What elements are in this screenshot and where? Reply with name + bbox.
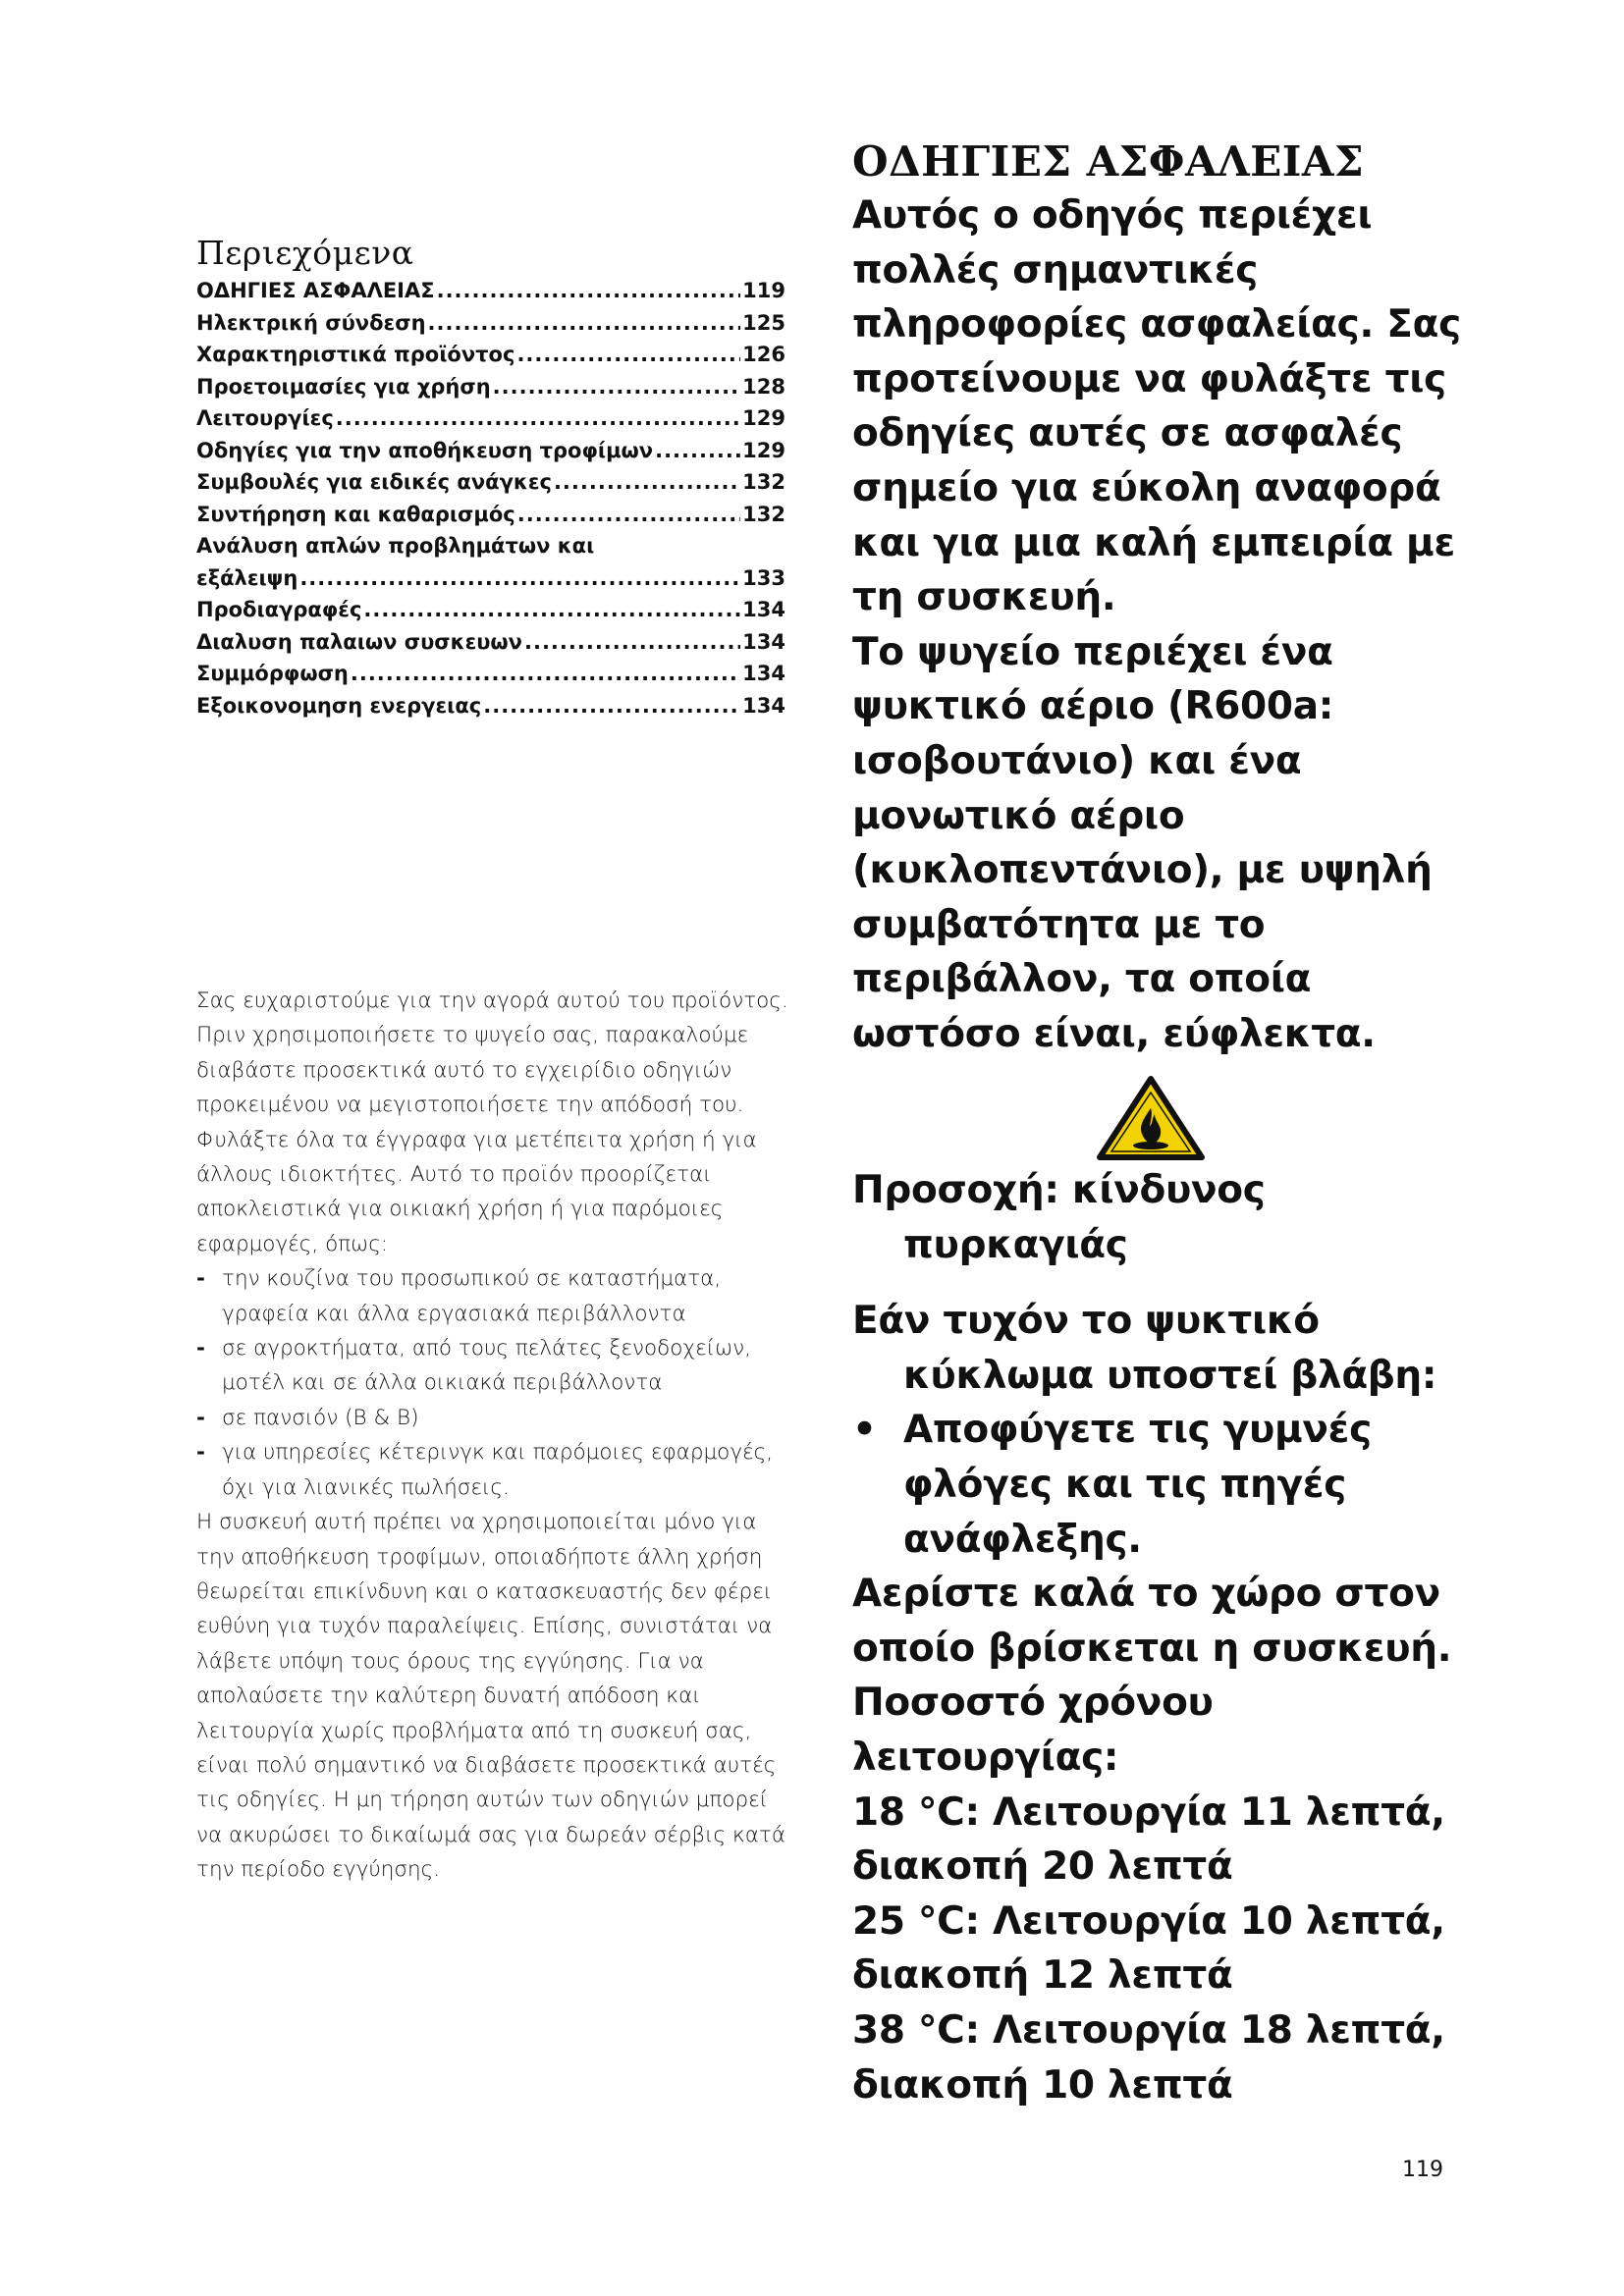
list-item: - την κουζίνα του προσωπικού σε καταστήματα, γραφεία και άλλα εργασιακά περιβάλλοντα (196, 1261, 795, 1331)
table-of-contents (196, 275, 785, 721)
toc-item[interactable]: εξάλειψη ..... 133 (196, 562, 785, 595)
bullet-continuation: ανάφλεξης. (903, 1517, 1142, 1562)
flammable-warning-icon (1096, 1075, 1206, 1161)
safety-paragraph: Αυτός ο οδηγός περιέχει πολλές σημαντικές πληροφορίες ασφαλείας. Σας προτείνουμε να φυλάξτε τις οδηγίες αυτές σε ασφαλές σημείο για εύκολη αναφορά και για μια καλή εμπειρία με τη συσκευή. (852, 193, 1461, 620)
warning-title: Προσοχή: κίνδυνος (852, 1168, 1266, 1212)
runtime-line: διακοπή 10 λεπτά (852, 2062, 1233, 2108)
toc-item[interactable]: Διαλυση παλαιων συσκευων ..... 134 (196, 626, 785, 659)
list-item: • Αποφύγετε τις γυμνές (852, 1403, 1481, 1458)
toc-item[interactable]: Οδηγίες για την αποθήκευση τροφίμων ..... 129 (196, 435, 785, 467)
intro-paragraph: Πριν χρησιμοποιήσετε το ψυγείο σας, παρακαλούμε διαβάστε προσεκτικά αυτό το εγχειρίδιο οδηγιών προκειμένου να μεγιστοποιήσετε την απόδοσή του. Φυλάξτε όλα τα έγγραφα για μετέπειτα χρήση ή για άλλους ιδιοκτήτες. Αυτό το προϊόν προορίζεται αποκλειστικά για οικιακή χρήση ή για παρόμοιες εφαρμογές, όπως: (196, 1023, 757, 1256)
toc-item[interactable]: Ηλεκτρική σύνδεση ..... 125 (196, 307, 785, 340)
toc-item[interactable]: Συντήρηση και καθαρισμός ..... 132 (196, 499, 785, 531)
toc-item[interactable]: Χαρακτηριστικά προϊόντος ..... 126 (196, 339, 785, 371)
toc-item[interactable]: ΟΔΗΓΙΕΣ ΑΣΦΑΛΕΙΑΣ ..... 119 (196, 275, 785, 307)
toc-item[interactable]: Λειτουργίες ..... 129 (196, 402, 785, 435)
safety-heading: ΟΔΗΓΙΕΣ ΑΣΦΑΛΕΙΑΣ (852, 137, 1365, 186)
bullet-dash: - (196, 1266, 205, 1292)
safety-body (852, 188, 1481, 1062)
list-item: - σε πανσιόν (B & B) (196, 1401, 795, 1435)
toc-title: Περιεχόμενα (196, 234, 414, 272)
runtime-line: 18 °C: Λειτουργία 11 λεπτά, (852, 1789, 1445, 1835)
bullet-dot: • (852, 1408, 877, 1453)
page-number: 119 (1402, 2158, 1443, 2182)
runtime-line: 38 °C: Λειτουργία 18 λεπτά, (852, 2007, 1445, 2053)
list-item: - σε αγροκτήματα, από τους πελάτες ξενοδοχείων, μοτέλ και σε άλλα οικιακά περιβάλλοντα (196, 1331, 795, 1401)
runtime-line: διακοπή 12 λεπτά (852, 1953, 1233, 1999)
runtime-title: Ποσοστό χρόνου λειτουργίας: (852, 1681, 1214, 1780)
toc-item-line1[interactable]: Ανάλυση απλών προβλημάτων και (196, 534, 595, 558)
intro-text (196, 984, 795, 1888)
toc-item[interactable]: Προετοιμασίες για χρήση ..... 128 (196, 371, 785, 403)
toc-item[interactable]: Συμμόρφωση ..... 134 (196, 658, 785, 690)
intro-paragraph: Η συσκευή αυτή πρέπει να χρησιμοποιείται μόνο για την αποθήκευση τροφίμων, οποιαδήποτε άλλη χρήση θεωρείται επικίνδυνη και ο κατασκευαστής δεν φέρει ευθύνη για τυχόν παραλείψεις. Επίσης, συνιστάται να λάβετε υπόψη τους όρους της εγγύησης. Για να απολαύσετε την καλύτερη δυνατή απόδοση και λειτουργία χωρίς προβλήματα από τη συσκευή σας, είναι πολύ σημαντικό να διαβάσετε προσεκτικά αυτές τις οδηγίες. Η μη τήρηση αυτών των οδηγιών μπορεί να ακυρώσει το δικαίωμά σας για δωρεάν σέρβις κατά την περίοδο εγγύησης. (196, 1510, 786, 1883)
warning-title: πυρκαγιάς (903, 1222, 1128, 1267)
toc-item[interactable]: Εξοικονομηση ενεργειας ..... 134 (196, 690, 785, 722)
ventilate-text: Αερίστε καλά το χώρο στον οποίο βρίσκεται η συσκευή. (852, 1572, 1452, 1671)
fire-warning (852, 1163, 1481, 2112)
bullet-dash: - (196, 1440, 205, 1466)
safety-paragraph: Το ψυγείο περιέχει ένα ψυκτικό αέριο (R600a: ισοβουτάνιο) και ένα μονωτικό αέριο (κυκλοπεντάνιο), με υψηλή συμβατότητα με το περιβάλλον, τα οποία ωστόσο είναι, εύφλεκτα. (852, 629, 1433, 1056)
runtime-line: διακοπή 20 λεπτά (852, 1844, 1233, 1890)
list-item: - για υπηρεσίες κέτερινγκ και παρόμοιες εφαρμογές, όχι για λιανικές πωλήσεις. (196, 1435, 795, 1505)
bullet-dash: - (196, 1405, 205, 1430)
toc-item[interactable]: Προδιαγραφές ..... 134 (196, 594, 785, 626)
runtime-line: 25 °C: Λειτουργία 10 λεπτά, (852, 1898, 1445, 1944)
toc-item[interactable]: Συμβουλές για ειδικές ανάγκες ..... 132 (196, 466, 785, 499)
circuit-text: κύκλωμα υποστεί βλάβη: (903, 1353, 1437, 1398)
bullet-dash: - (196, 1336, 205, 1362)
circuit-text: Εάν τυχόν το ψυκτικό (852, 1299, 1320, 1344)
bullet-continuation: φλόγες και τις πηγές (903, 1462, 1347, 1507)
intro-paragraph: Σας ευχαριστούμε για την αγορά αυτού του προϊόντος. (196, 988, 788, 1013)
